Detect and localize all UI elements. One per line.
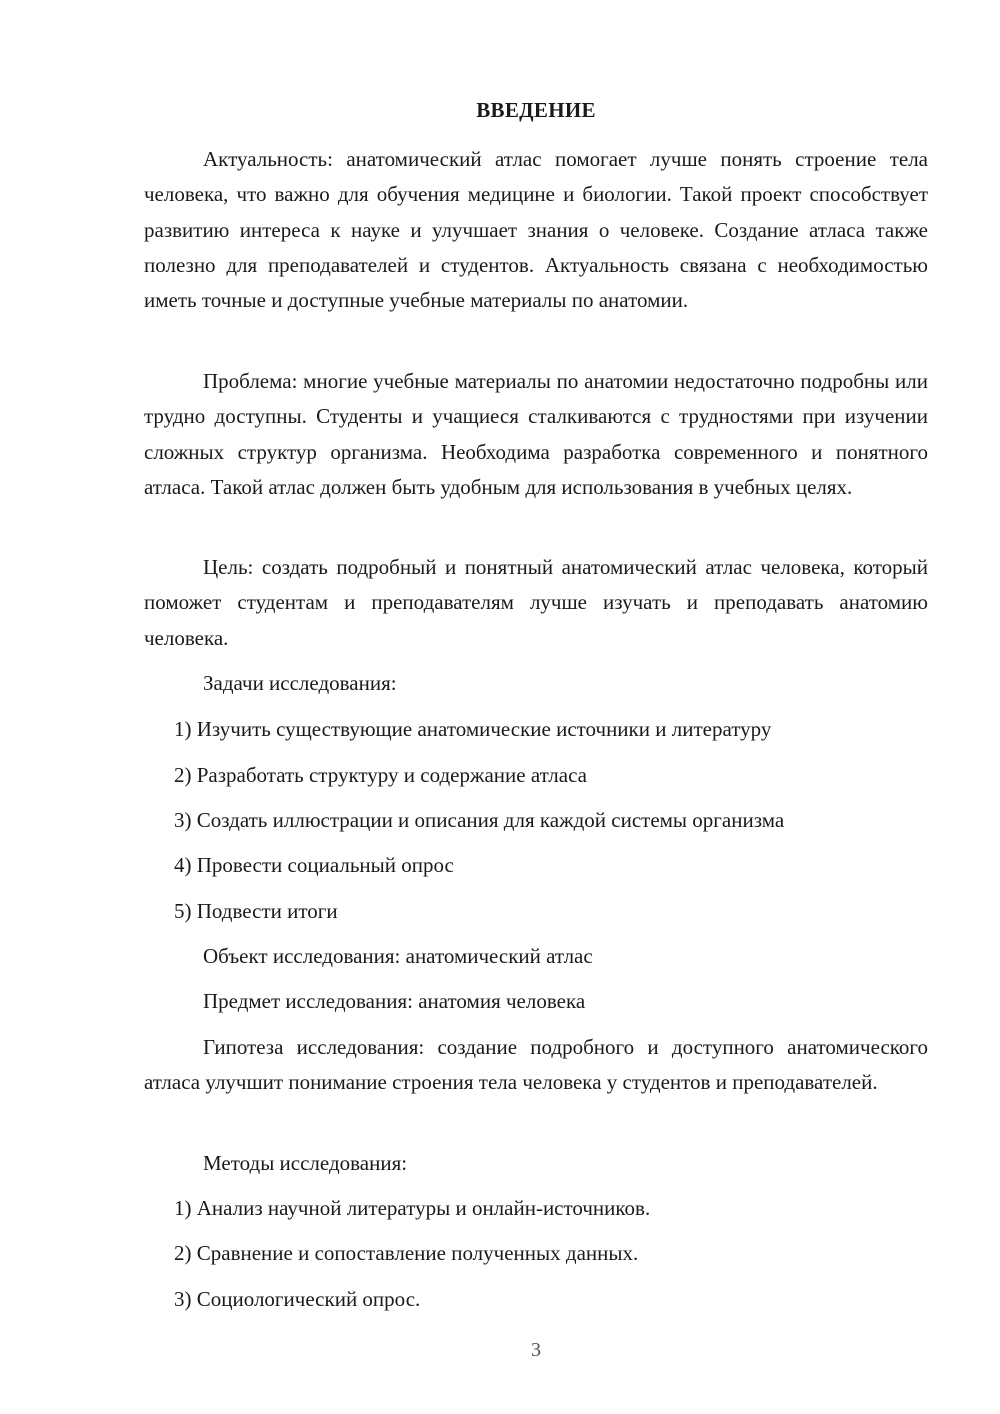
task-item: 5) Подвести итоги xyxy=(174,899,338,923)
research-object: Объект исследования: анатомический атлас xyxy=(203,944,593,968)
task-item: 1) Изучить существующие анатомические источники и литературу xyxy=(174,717,772,741)
task-item: 2) Разработать структуру и содержание атласа xyxy=(174,763,587,787)
method-item: 1) Анализ научной литературы и онлайн-источников. xyxy=(174,1196,651,1220)
method-item: 3) Социологический опрос. xyxy=(174,1287,421,1311)
page-number: 3 xyxy=(531,1339,541,1361)
methods-heading: Методы исследования: xyxy=(203,1151,408,1175)
goal-paragraph: Цель: создать подробный и понятный анатомический атлас человека, который поможет студентам и преподавателям лучше изучать и преподавать анатомию человека. xyxy=(144,555,928,650)
relevance-paragraph: Актуальность: анатомический атлас помогает лучше понять строение тела человека, что важно для обучения медицине и биологии. Такой проект способствует развитию интереса к науке и улучшает знания о человеке. Создание атласа также полезно для преподавателей и студентов. Актуальность связана с необходимостью иметь точные и доступные учебные материалы по анатомии. xyxy=(144,147,928,313)
section-heading: ВВЕДЕНИЕ xyxy=(476,98,596,122)
tasks-heading: Задачи исследования: xyxy=(203,671,397,695)
hypothesis-paragraph: Гипотеза исследования: создание подробного и доступного анатомического атласа улучшит понимание строения тела человека у студентов и преподавателей. xyxy=(144,1035,928,1095)
research-subject: Предмет исследования: анатомия человека xyxy=(203,989,586,1013)
problem-paragraph: Проблема: многие учебные материалы по анатомии недостаточно подробны или трудно доступны. Студенты и учащиеся сталкиваются с трудностями при изучении сложных структур организма. Необходима разработка современного и понятного атласа. Такой атлас должен быть удобным для использования в учебных целях. xyxy=(144,369,928,499)
task-item: 4) Провести социальный опрос xyxy=(174,853,454,877)
method-item: 2) Сравнение и сопоставление полученных данных. xyxy=(174,1241,639,1265)
task-item: 3) Создать иллюстрации и описания для каждой системы организма xyxy=(174,808,785,832)
